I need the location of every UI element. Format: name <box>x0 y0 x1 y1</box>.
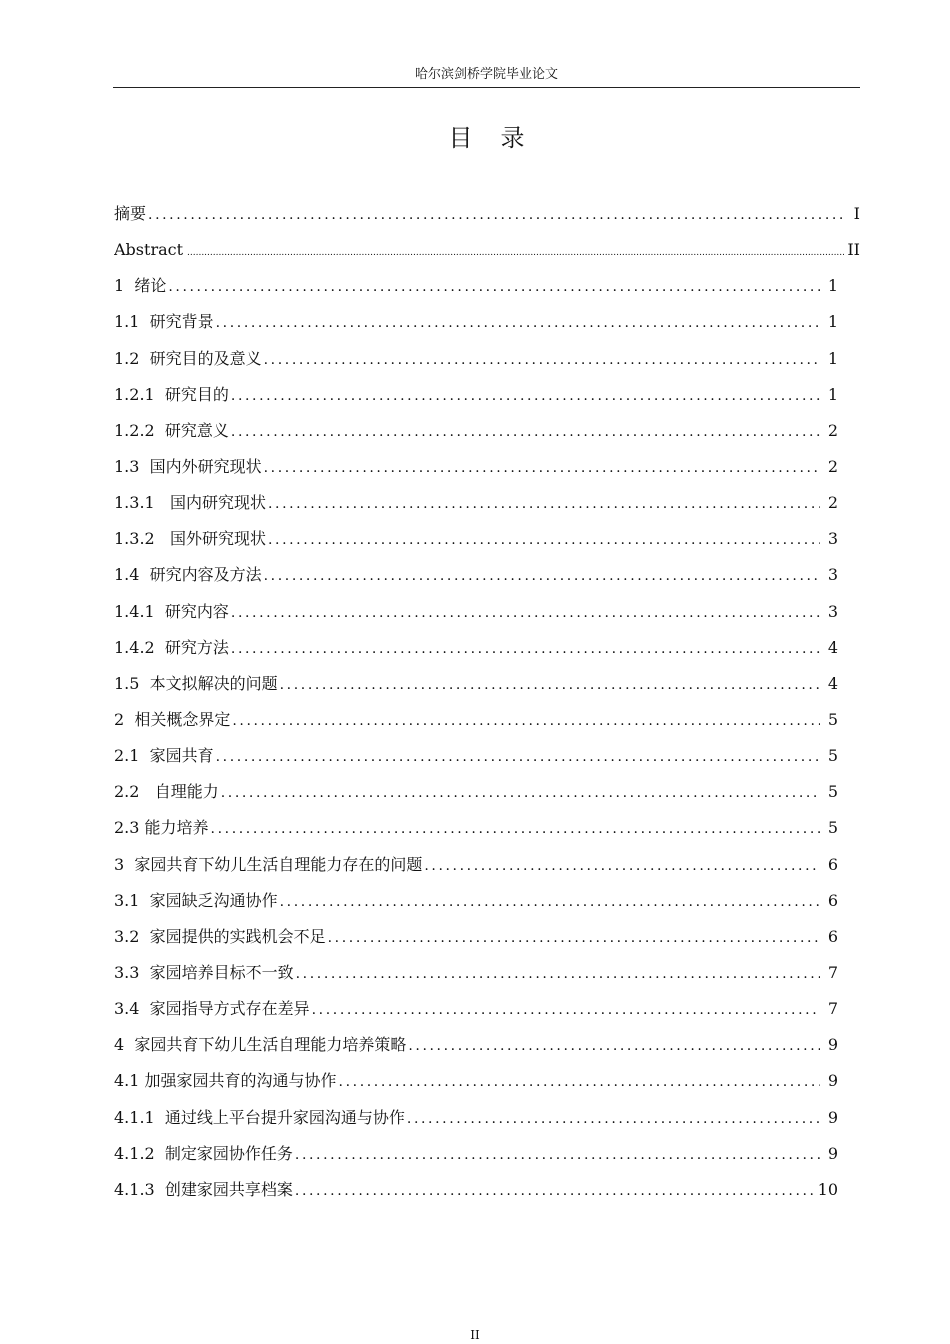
toc-entry[interactable] <box>114 883 860 919</box>
toc-entry-label: 1 绪论 <box>114 276 167 296</box>
toc-dot-leader <box>221 775 820 810</box>
toc-entry-label: 4 家园共育下幼儿生活自理能力培养策略 <box>114 1035 407 1055</box>
toc-entry-page: 2 <box>827 456 838 476</box>
toc-entry-page: 9 <box>827 1035 838 1055</box>
toc-entry-label: 2.1 家园共育 <box>114 746 214 766</box>
toc-entry-page: 5 <box>827 746 838 766</box>
toc-dot-leader <box>424 848 820 883</box>
toc-entry[interactable] <box>114 1136 860 1172</box>
toc-entry[interactable] <box>114 594 860 630</box>
toc-entry-page: 3 <box>827 529 838 549</box>
toc-dot-leader <box>148 197 842 232</box>
toc-entry-page: I <box>853 204 860 223</box>
toc-entry-label: 1.2.1 研究目的 <box>114 384 229 404</box>
toc-entry[interactable] <box>114 630 860 666</box>
toc-entry[interactable] <box>114 919 860 955</box>
toc-entry-label: 2 相关概念界定 <box>114 709 231 729</box>
toc-dot-leader <box>264 450 820 485</box>
toc-entry[interactable] <box>114 521 860 557</box>
toc-entry-label: 3.2 家园提供的实践机会不足 <box>114 926 326 946</box>
toc-entry-page: 6 <box>827 854 838 874</box>
toc-entry-label: 1.2 研究目的及意义 <box>114 348 262 368</box>
toc-entry-page: 5 <box>827 709 838 729</box>
toc-entry-label: 1.3 国内外研究现状 <box>114 456 262 476</box>
toc-entry[interactable] <box>114 1100 860 1136</box>
toc-entry-page: 9 <box>827 1143 838 1163</box>
toc-entry-label: 3 家园共育下幼儿生活自理能力存在的问题 <box>114 854 423 874</box>
toc-entry[interactable] <box>114 1172 860 1208</box>
toc-entry-page: 10 <box>817 1179 838 1199</box>
toc-entry[interactable] <box>114 991 860 1027</box>
toc-entry[interactable] <box>114 485 860 521</box>
toc-dot-leader <box>231 414 820 449</box>
toc-entry-page: 4 <box>827 637 838 657</box>
toc-dot-leader <box>268 486 820 521</box>
toc-entry[interactable] <box>114 196 860 232</box>
toc-entry-label: 1.4.1 研究内容 <box>114 601 229 621</box>
toc-entry-page: 4 <box>827 673 838 693</box>
toc-entry[interactable] <box>114 377 860 413</box>
toc-entry-page: 6 <box>827 890 838 910</box>
toc-entry-label: 4.1.3 创建家园共享档案 <box>114 1179 293 1199</box>
toc-dot-leader <box>328 920 820 955</box>
toc-dot-leader <box>268 522 820 557</box>
toc-entry[interactable] <box>114 232 860 268</box>
toc-dot-leader <box>264 342 820 377</box>
toc-dot-leader <box>231 595 820 630</box>
toc-entry-label: 4.1 加强家园共育的沟通与协作 <box>114 1071 337 1091</box>
toc-entry-label: 1.5 本文拟解决的问题 <box>114 673 278 693</box>
toc-dot-leader <box>216 739 820 774</box>
toc-dot-leader <box>295 1137 820 1172</box>
toc-entry-page: 6 <box>827 926 838 946</box>
toc-entry-page: 5 <box>827 818 838 838</box>
toc-dot-leader <box>232 703 820 738</box>
toc-entry[interactable] <box>114 1027 860 1063</box>
toc-title: 目录 <box>448 124 553 152</box>
toc-entry-page: 9 <box>827 1107 838 1127</box>
toc-entry-page: 2 <box>827 420 838 440</box>
toc-entry[interactable] <box>114 413 860 449</box>
toc-entry-label: 3.3 家园培养目标不一致 <box>114 962 294 982</box>
toc-entry-page: 3 <box>827 565 838 585</box>
toc-entry-label: 1.2.2 研究意义 <box>114 420 229 440</box>
toc-entry[interactable] <box>114 341 860 377</box>
table-of-contents <box>114 196 860 1208</box>
toc-dot-leader <box>280 667 820 702</box>
toc-entry[interactable] <box>114 738 860 774</box>
toc-entry-label: 4.1.2 制定家园协作任务 <box>114 1143 293 1163</box>
page-number: II <box>470 1328 480 1342</box>
toc-entry-page: 9 <box>827 1071 838 1091</box>
toc-dot-leader <box>295 1173 814 1208</box>
toc-entry-label: 摘要 <box>114 204 147 223</box>
toc-dot-leader <box>216 305 820 340</box>
toc-entry-page: 2 <box>827 493 838 513</box>
toc-dot-leader <box>168 269 820 304</box>
toc-dot-leader <box>187 235 844 268</box>
toc-entry[interactable] <box>114 955 860 991</box>
toc-dot-leader <box>280 884 820 919</box>
toc-entry[interactable] <box>114 268 860 304</box>
page-header: 哈尔滨剑桥学院毕业论文 <box>113 66 860 88</box>
toc-dot-leader <box>231 378 820 413</box>
toc-entry-label: 1.3.2 国外研究现状 <box>114 529 266 549</box>
toc-entry[interactable] <box>114 1063 860 1099</box>
toc-entry[interactable] <box>114 702 860 738</box>
toc-dot-leader <box>408 1028 820 1063</box>
toc-entry-label: 4.1.1 通过线上平台提升家园沟通与协作 <box>114 1107 405 1127</box>
toc-entry-label: Abstract <box>114 240 184 260</box>
toc-dot-leader <box>407 1101 820 1136</box>
toc-entry-label: 1.1 研究背景 <box>114 312 214 332</box>
toc-dot-leader <box>211 811 820 846</box>
toc-dot-leader <box>296 956 820 991</box>
toc-entry-page: 5 <box>827 782 838 802</box>
toc-dot-leader <box>264 558 820 593</box>
toc-dot-leader <box>231 631 820 666</box>
toc-entry-page: 1 <box>827 312 838 332</box>
toc-entry-label: 1.3.1 国内研究现状 <box>114 493 266 513</box>
toc-entry[interactable] <box>114 810 860 846</box>
toc-dot-leader <box>312 992 820 1027</box>
toc-entry-page: 7 <box>827 962 838 982</box>
toc-entry-page: 1 <box>827 348 838 368</box>
toc-entry-label: 1.4.2 研究方法 <box>114 637 229 657</box>
toc-entry-page: 7 <box>827 999 838 1019</box>
toc-entry-label: 3.1 家园缺乏沟通协作 <box>114 890 278 910</box>
toc-entry-label: 1.4 研究内容及方法 <box>114 565 262 585</box>
toc-entry-page: II <box>847 240 860 260</box>
toc-entry[interactable] <box>114 847 860 883</box>
toc-entry[interactable] <box>114 449 860 485</box>
toc-entry-page: 1 <box>827 276 838 296</box>
toc-entry-label: 2.3 能力培养 <box>114 818 209 838</box>
toc-entry-page: 3 <box>827 601 838 621</box>
toc-entry[interactable] <box>114 774 860 810</box>
toc-entry[interactable] <box>114 304 860 340</box>
toc-entry-label: 3.4 家园指导方式存在差异 <box>114 999 310 1019</box>
toc-dot-leader <box>339 1064 820 1099</box>
toc-entry-label: 2.2 自理能力 <box>114 782 219 802</box>
toc-entry-page: 1 <box>827 384 838 404</box>
toc-entry[interactable] <box>114 557 860 593</box>
toc-entry[interactable] <box>114 666 860 702</box>
